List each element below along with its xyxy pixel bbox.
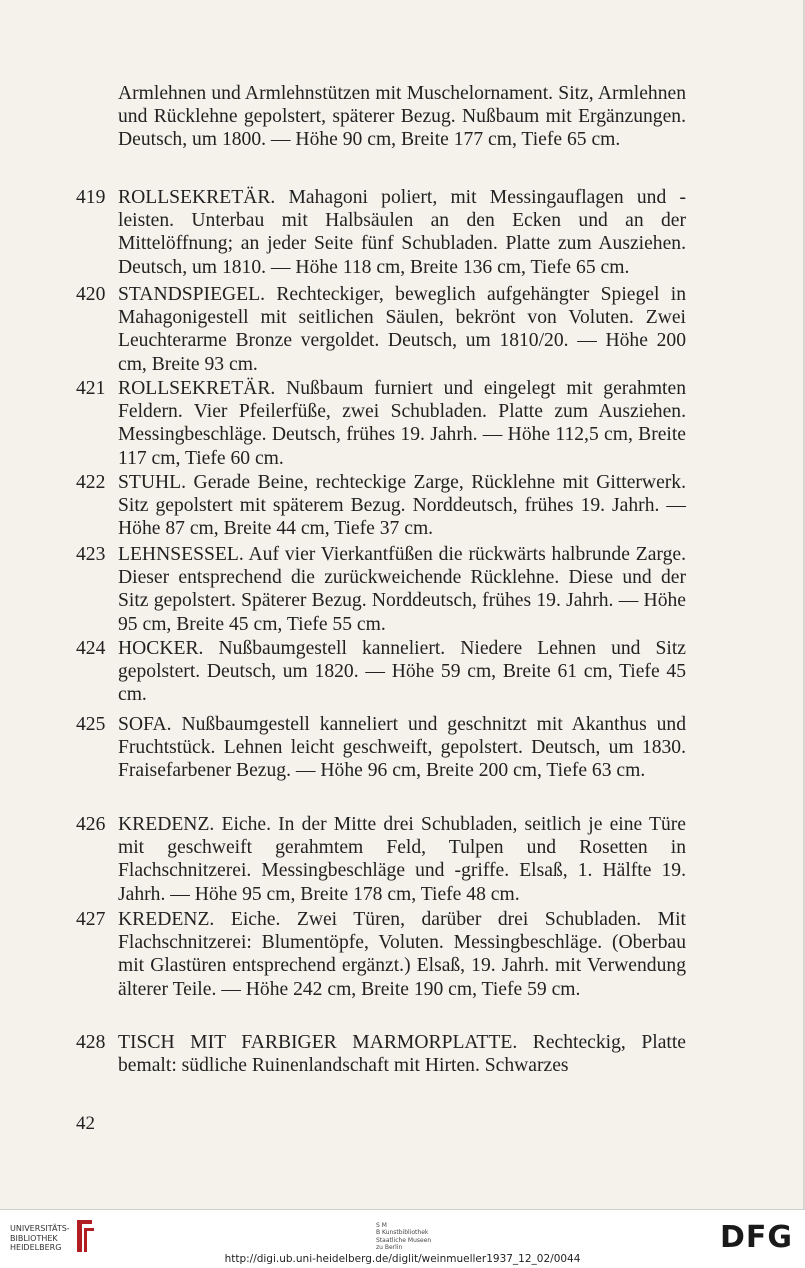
university-line: UNIVERSITÄTS- [10, 1224, 70, 1233]
university-logo-icon [74, 1218, 96, 1254]
lot-description: ROLLSEKRETÄR. Mahagoni poliert, mit Messingauflagen und -leisten. Unterbau mit Halbsäulen an den Ecken und an der Mittelöffnung; an jeder Seite fünf Schubladen. Platte zum Ausziehen. Deutsch, um 1810. — Höhe 118 cm, Breite 136 cm, Tiefe 65 cm. [118, 187, 686, 278]
library-stamp [376, 1222, 431, 1252]
catalog-entry [76, 543, 686, 636]
catalog-entry [76, 1031, 686, 1077]
stamp-line: zu Berlin [376, 1244, 403, 1252]
lot-description: TISCH MIT FARBIGER MARMORPLATTE. Rechteckig, Platte bemalt: südliche Ruinenlandschaft mit Hirten. Schwarzes [118, 1032, 686, 1077]
university-line: HEIDELBERG [10, 1243, 62, 1252]
stamp-line: B Kunstbibliothek [376, 1229, 429, 1237]
lot-number: 421 [76, 378, 106, 399]
lot-description: STANDSPIEGEL. Rechteckiger, beweglich aufgehängter Spiegel in Mahagonigestell mit seitlichen Säulen, bekrönt von Voluten. Zwei Leuchterarme Bronze vergoldet. Deutsch, um 1810/20. — Höhe 200 cm, Breite 93 cm. [118, 284, 686, 375]
lot-description: KREDENZ. Eiche. Zwei Türen, darüber drei Schubladen. Mit Flachschnitzerei: Blumentöpfe, Voluten. Messingbeschläge. (Oberbau mit Glastüren entsprechend ergänzt.) Elsaß, 19. Jahrh. mit Verwendung älterer Teile. — Höhe 242 cm, Breite 190 cm, Tiefe 59 cm. [118, 909, 686, 1000]
lot-description: LEHNSESSEL. Auf vier Vierkantfüßen die rückwärts halbrunde Zarge. Dieser entsprechend die zurückweichende Rücklehne. Diese und der Sitz gepolstert. Späterer Bezug. Norddeutsch, frühes 19. Jahrh. — Höhe 95 cm, Breite 45 cm, Tiefe 55 cm. [118, 544, 686, 635]
lot-number: 428 [76, 1032, 106, 1053]
catalog-entry [76, 283, 686, 376]
catalog-entry [76, 713, 686, 783]
university-line: BIBLIOTHEK [10, 1233, 58, 1243]
lot-description: KREDENZ. Eiche. In der Mitte drei Schubladen, seitlich je eine Türe mit geschweift gerahmtem Feld, Tulpen und Rosetten in Flachschnitzerei. Messingbeschläge und -griffe. Elsaß, 1. Hälfte 19. Jahrh. — Höhe 95 cm, Breite 178 cm, Tiefe 48 cm. [118, 814, 686, 905]
lot-number: 426 [76, 814, 106, 835]
page-number: 42 [76, 1113, 95, 1134]
lot-number: 424 [76, 638, 106, 659]
catalog-entry [76, 637, 686, 707]
lot-description: SOFA. Nußbaumgestell kanneliert und geschnitzt mit Akanthus und Fruchtstück. Lehnen leicht geschweift, gepolstert. Deutsch, um 1830. Fraisefarbener Bezug. — Höhe 96 cm, Breite 200 cm, Tiefe 63 cm. [118, 714, 686, 782]
lot-number: 420 [76, 284, 106, 305]
stamp-line: S M [376, 1222, 387, 1229]
source-url[interactable]: http://digi.ub.uni-heidelberg.de/diglit/weinmueller1937_12_02/0044 [224, 1253, 581, 1265]
lot-number: 427 [76, 909, 106, 930]
lot-number: 419 [76, 187, 106, 208]
catalog-entry [76, 471, 686, 541]
stamp-line: Staatliche Museen [376, 1236, 432, 1244]
university-library-label [10, 1224, 76, 1253]
dfg-logo: DFG [719, 1220, 793, 1255]
lot-number: 423 [76, 544, 106, 565]
lot-number: 422 [76, 472, 106, 493]
catalog-entry [76, 186, 686, 279]
catalog-entry [76, 908, 686, 1001]
lot-description: STUHL. Gerade Beine, rechteckige Zarge, Rücklehne mit Gitterwerk. Sitz gepolstert mit späterem Bezug. Norddeutsch, frühes 19. Jahrh. — Höhe 87 cm, Breite 44 cm, Tiefe 37 cm. [118, 472, 686, 540]
catalog-entry [76, 377, 686, 470]
catalog-entry [76, 813, 686, 906]
lot-description: HOCKER. Nußbaumgestell kanneliert. Niedere Lehnen und Sitz gepolstert. Deutsch, um 1820. — Höhe 59 cm, Breite 61 cm, Tiefe 45 cm. [118, 638, 686, 706]
lot-description: ROLLSEKRETÄR. Nußbaum furniert und eingelegt mit gerahmten Feldern. Vier Pfeilerfüße, zwei Schubladen. Platte zum Ausziehen. Messingbeschläge. Deutsch, frühes 19. Jahrh. — Höhe 112,5 cm, Breite 117 cm, Tiefe 60 cm. [118, 378, 686, 469]
lot-number: 425 [76, 714, 106, 735]
continuation-text: Armlehnen und Armlehnstützen mit Muschelornament. Sitz, Armlehnen und Rücklehne gepolstert, späterer Bezug. Nußbaum mit Ergänzungen. Deutsch, um 1800. — Höhe 90 cm, Breite 177 cm, Tiefe 65 cm. [118, 83, 686, 151]
